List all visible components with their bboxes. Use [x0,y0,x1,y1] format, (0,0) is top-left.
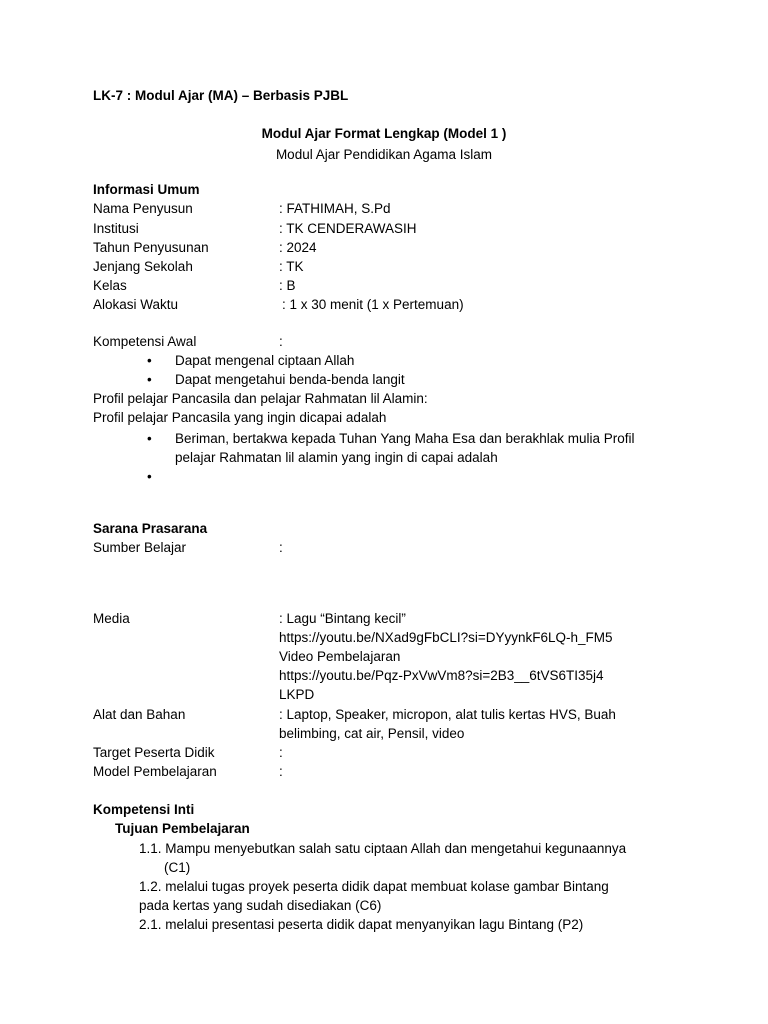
media-line: LKPD [279,687,315,702]
info-value-tahun: : 2024 [279,240,317,255]
info-value-kelas: : B [279,278,296,293]
bullet-icon: • [147,353,152,368]
tujuan-item-3: 2.1. melalui presentasi peserta didik dapat menyanyikan lagu Bintang (P2) [139,917,584,932]
info-label-alokasi: Alokasi Waktu [93,297,179,312]
tujuan-item-2: 1.2. melalui tugas proyek peserta didik dapat membuat kolase gambar Bintang [139,879,609,894]
info-label-jenjang: Jenjang Sekolah [93,259,193,274]
doc-subtitle: Modul Ajar Pendidikan Agama Islam [275,147,493,162]
sumber-belajar-label: Sumber Belajar [93,540,187,555]
media-line: Video Pembelajaran [279,649,401,664]
bullet-icon: • [147,431,152,446]
target-value: : [279,745,283,760]
tujuan-heading: Tujuan Pembelajaran [115,821,250,836]
info-label-penyusun: Nama Penyusun [93,201,193,216]
tujuan-item-1: 1.1. Mampu menyebutkan salah satu ciptaan Allah dan mengetahui kegunaannya [139,841,627,856]
info-value-alokasi: : 1 x 30 menit (1 x Pertemuan) [282,297,464,312]
bullet-icon: • [147,469,152,484]
info-value-penyusun: : FATHIMAH, S.Pd [279,201,391,216]
bullet-icon: • [147,372,152,387]
worksheet-title: LK-7 : Modul Ajar (MA) – Berbasis PJBL [93,88,349,103]
kompetensi-awal-label: Kompetensi Awal [93,334,197,349]
info-value-institusi: : TK CENDERAWASIH [279,221,417,236]
media-line: : Lagu “Bintang kecil” [279,611,406,626]
profil-line-2: Profil pelajar Pancasila yang ingin dicapai adalah [93,410,387,425]
tujuan-item-1-cont: (C1) [164,860,191,875]
media-link: https://youtu.be/NXad9gFbCLI?si=DYyynkF6LQ-h_FM5 [279,630,613,645]
model-value: : [279,764,283,779]
info-value-jenjang: : TK [279,259,304,274]
kompetensi-awal-colon: : [279,334,283,349]
sarana-heading: Sarana Prasarana [93,521,208,536]
info-heading: Informasi Umum [93,182,200,197]
doc-title: Modul Ajar Format Lengkap (Model 1 ) [261,126,507,141]
alat-bahan-line-2: belimbing, cat air, Pensil, video [279,726,465,741]
target-label: Target Peserta Didik [93,745,215,760]
profil-bullet-line-2: pelajar Rahmatan lil alamin yang ingin di capai adalah [175,450,498,465]
media-link: https://youtu.be/Pqz-PxVwVm8?si=2B3__6tVS6TI35j4 [279,668,604,683]
sumber-belajar-value: : [279,540,283,555]
kompetensi-inti-heading: Kompetensi Inti [93,802,195,817]
tujuan-item-2-cont: pada kertas yang sudah disediakan (C6) [139,898,382,913]
kompetensi-awal-item: Dapat mengetahui benda-benda langit [175,372,405,387]
model-label: Model Pembelajaran [93,764,217,779]
profil-bullet-line-1: Beriman, bertakwa kepada Tuhan Yang Maha Esa dan berakhlak mulia Profil [175,431,635,446]
info-label-kelas: Kelas [93,278,127,293]
info-label-institusi: Institusi [93,221,139,236]
media-label: Media [93,611,130,626]
alat-bahan-label: Alat dan Bahan [93,707,186,722]
alat-bahan-line-1: : Laptop, Speaker, micropon, alat tulis kertas HVS, Buah [279,707,616,722]
info-label-tahun: Tahun Penyusunan [93,240,209,255]
profil-line-1: Profil pelajar Pancasila dan pelajar Rahmatan lil Alamin: [93,391,428,406]
kompetensi-awal-item: Dapat mengenal ciptaan Allah [175,353,355,368]
